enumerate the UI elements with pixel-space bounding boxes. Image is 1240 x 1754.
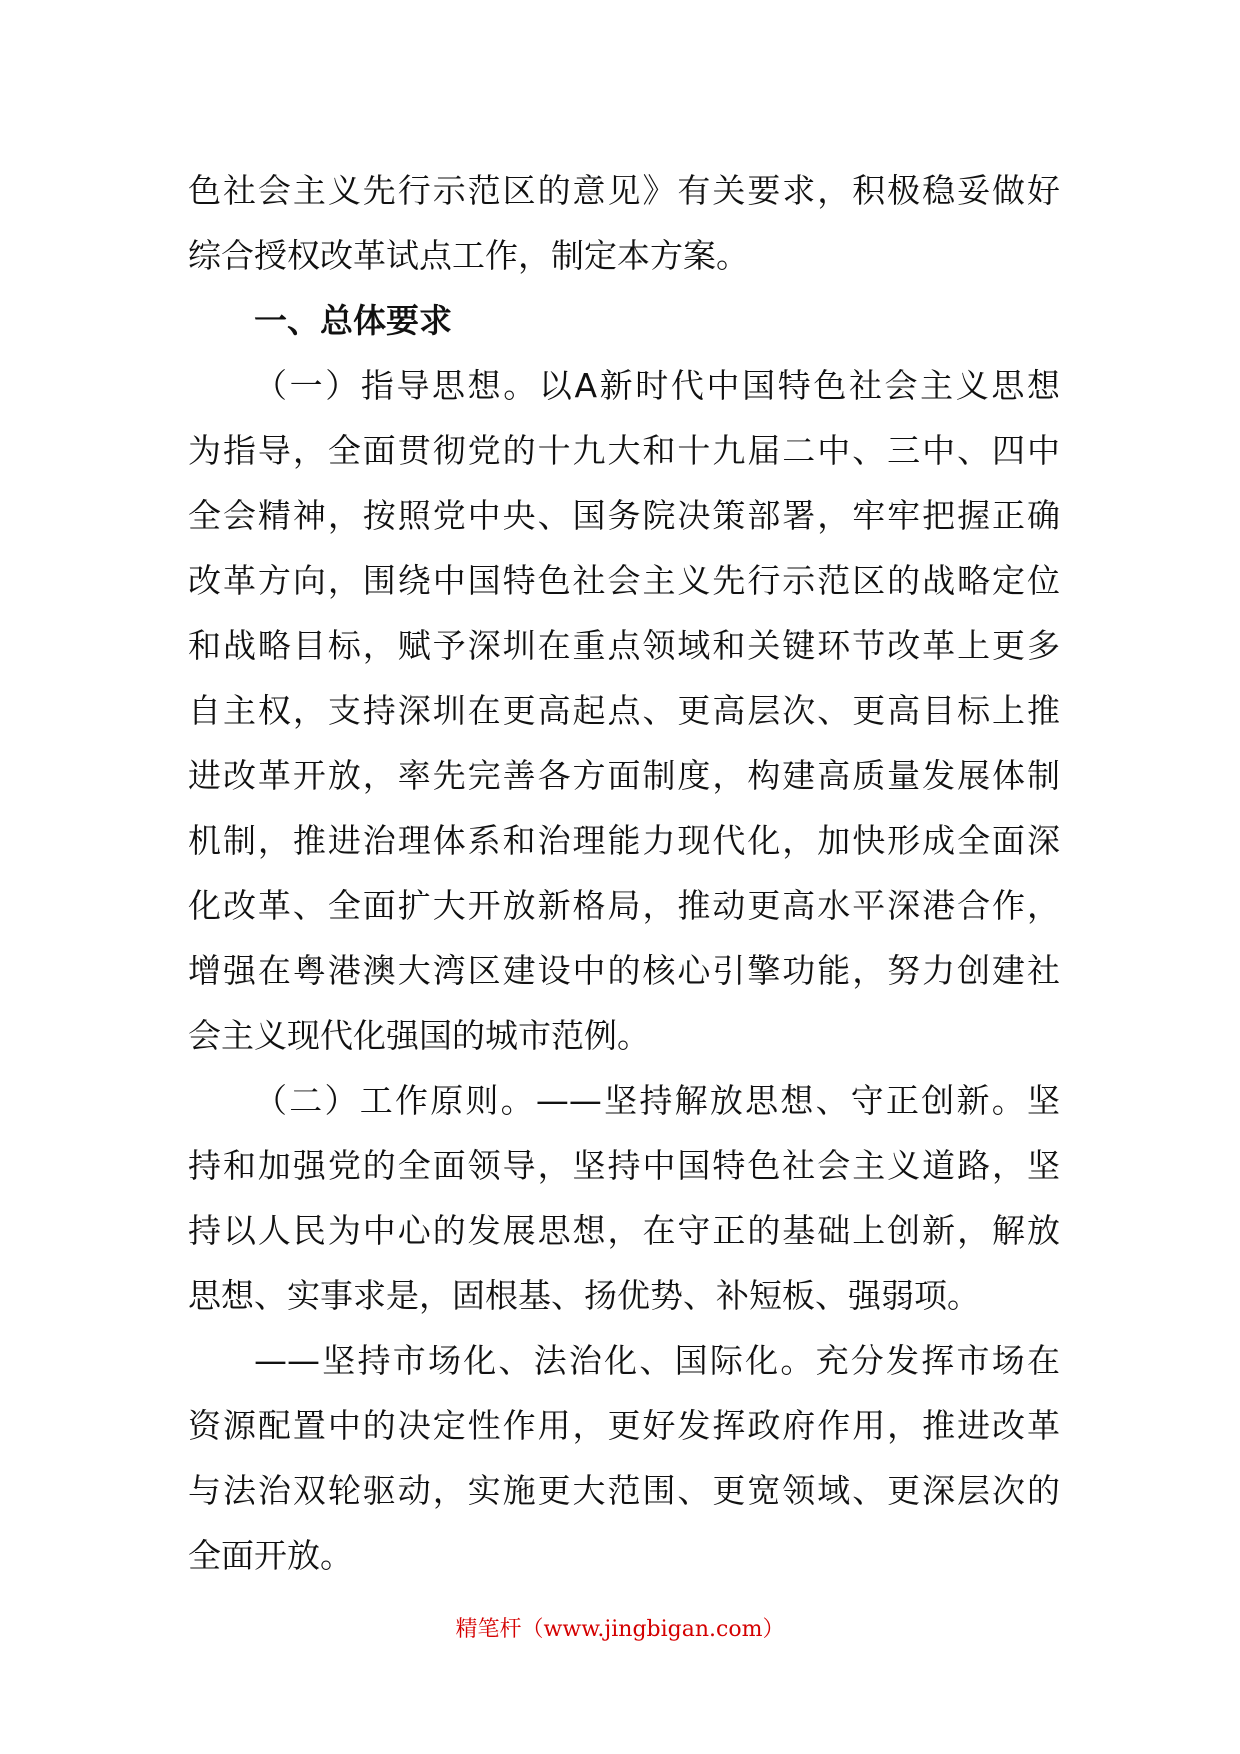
section-heading xyxy=(188,288,1060,353)
text-line: 和战略目标，赋予深圳在重点领域和关键环节改革上更多 xyxy=(188,626,1060,665)
footer-watermark: 精笔杆（www.jingbigan.com） xyxy=(455,1617,785,1642)
guiding-ideology-paragraph xyxy=(188,353,1060,1068)
text-line: 持和加强党的全面领导，坚持中国特色社会主义道路，坚 xyxy=(188,1146,1060,1185)
text-line: 增强在粤港澳大湾区建设中的核心引擎功能，努力创建社 xyxy=(188,951,1060,990)
continuation-paragraph xyxy=(188,158,1060,288)
text-line: 与法治双轮驱动，实施更大范围、更宽领域、更深层次的 xyxy=(188,1471,1060,1510)
text-line: 机制，推进治理体系和治理能力现代化，加快形成全面深 xyxy=(188,821,1060,860)
text-line: 持以人民为中心的发展思想，在守正的基础上创新，解放 xyxy=(188,1211,1060,1250)
text-line: 全会精神，按照党中央、国务院决策部署，牢牢把握正确 xyxy=(188,496,1060,535)
text-line: （一）指导思想。以A新时代中国特色社会主义思想 xyxy=(254,366,1060,405)
text-line: 色社会主义先行示范区的意见》有关要求，积极稳妥做好 xyxy=(188,171,1060,210)
text-line: 改革方向，围绕中国特色社会主义先行示范区的战略定位 xyxy=(188,561,1060,600)
text-line: 进改革开放，率先完善各方面制度，构建高质量发展体制 xyxy=(188,756,1060,795)
text-line: 思想、实事求是，固根基、扬优势、补短板、强弱项。 xyxy=(188,1276,980,1315)
text-line: 为指导，全面贯彻党的十九大和十九届二中、三中、四中 xyxy=(188,431,1060,470)
document-body xyxy=(188,158,1060,1588)
text-line: 资源配置中的决定性作用，更好发挥政府作用，推进改革 xyxy=(188,1406,1060,1445)
text-line: （二）工作原则。——坚持解放思想、守正创新。坚 xyxy=(254,1081,1060,1120)
text-line: 化改革、全面扩大开放新格局，推动更高水平深港合作， xyxy=(188,886,1060,925)
text-line: ——坚持市场化、法治化、国际化。充分发挥市场在 xyxy=(254,1341,1060,1380)
working-principles-paragraph xyxy=(188,1068,1060,1328)
text-line: 全面开放。 xyxy=(188,1536,353,1575)
heading-text: 一、总体要求 xyxy=(254,301,452,340)
text-line: 综合授权改革试点工作，制定本方案。 xyxy=(188,236,749,275)
text-line: 自主权，支持深圳在更高起点、更高层次、更高目标上推 xyxy=(188,691,1060,730)
text-line: 会主义现代化强国的城市范例。 xyxy=(188,1016,650,1055)
marketization-paragraph xyxy=(188,1328,1060,1588)
